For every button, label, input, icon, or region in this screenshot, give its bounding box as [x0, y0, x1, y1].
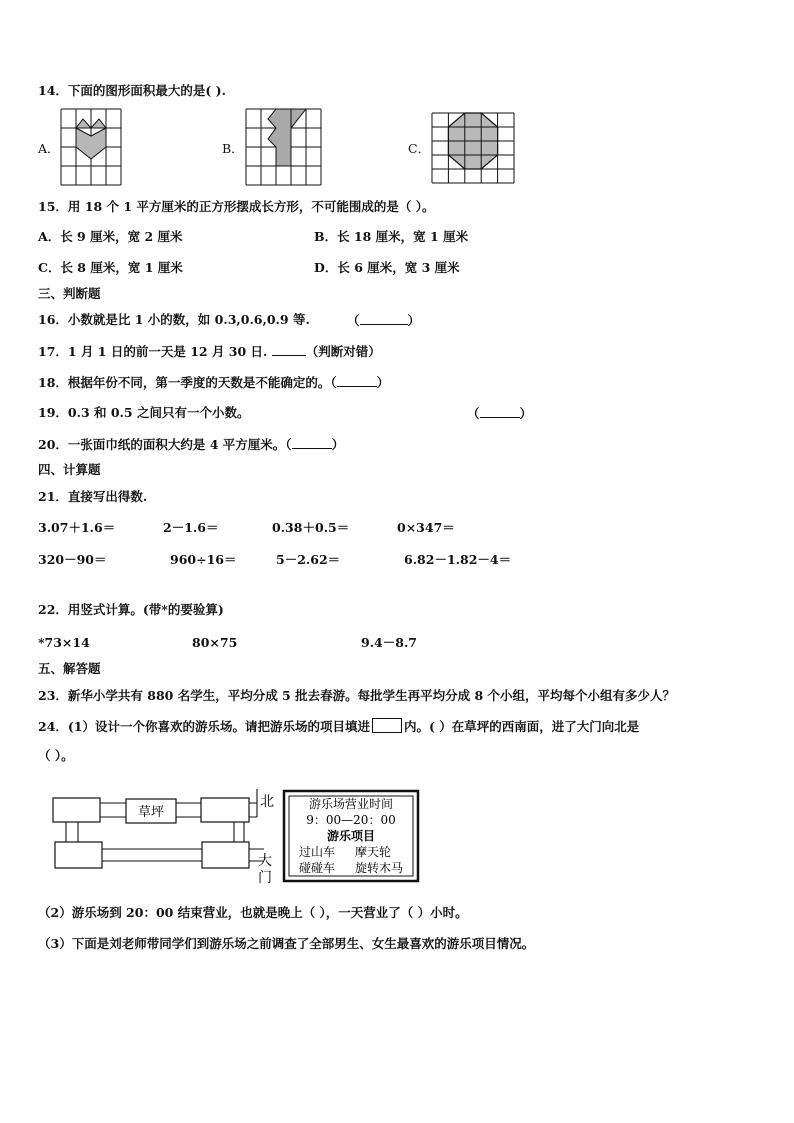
q24-inline-box: [372, 718, 402, 733]
q19-paren-left: （: [467, 406, 480, 421]
q15-option-c: C．长 8 厘米，宽 1 厘米: [38, 260, 183, 275]
q24-line-2: （ ）。: [38, 748, 74, 763]
q21-item: 0.38＋0.5＝: [272, 520, 350, 535]
amusement-park-map: [50, 789, 280, 884]
q15-option-b: B．长 18 厘米，宽 1 厘米: [314, 229, 469, 244]
q21-item: 2－1.6＝: [163, 520, 219, 535]
q16-paren-right: ）: [407, 313, 421, 328]
map-plot-box: [202, 842, 249, 868]
map-plot-box: [53, 798, 100, 822]
q23-text: 23．新华小学共有 880 名学生，平均分成 5 批去春游。每批学生再平均分成 8 个小组，平均每个小组有多少人？: [38, 688, 675, 703]
section-3-heading: 三、判断题: [38, 286, 101, 301]
q22-item: 9.4－8.7: [361, 635, 417, 650]
q24-part-2: （2）游乐场到 20：00 结束营业，也就是晚上（ ），一天营业了（ ）小时。: [38, 905, 468, 920]
sign-item: 摩天轮: [355, 845, 392, 859]
map-lawn-label: 草坪: [137, 805, 165, 820]
map-plot-box: [55, 842, 102, 868]
q17-tail: （判断对错）: [305, 344, 381, 359]
q24-part-3: （3）下面是刘老师带同学们到游乐场之前调查了全部男生、女生最喜欢的游乐项目情况。: [38, 936, 535, 951]
q20-paren-right: ）: [331, 437, 345, 452]
q17-line: [38, 343, 381, 360]
q21-item: 320－90＝: [38, 552, 107, 567]
map-gate-label-2: 门: [258, 870, 272, 886]
q21-item: 6.82－1.82－4＝: [404, 552, 512, 567]
q17-blank[interactable]: [272, 343, 306, 356]
q19-answer: [467, 405, 532, 422]
q18-text: 18．根据年份不同，第一季度的天数是不能确定的。（: [38, 375, 337, 390]
park-hours-sign: [283, 790, 419, 882]
q16-blank[interactable]: [360, 312, 408, 325]
sign-title: 游乐场营业时间: [308, 797, 394, 811]
sign-item: 碰碰车: [299, 861, 336, 875]
q14-figure-c: [432, 113, 514, 183]
q14-option-a-label: A．: [38, 141, 60, 156]
q21-item: 0×347＝: [397, 520, 455, 535]
q22-item: *73×14: [38, 635, 90, 650]
q18-paren-right: ）: [376, 375, 390, 390]
q21-item: 5－2.62＝: [276, 552, 341, 567]
q14-stem: 14．下面的图形面积最大的是( ).: [38, 83, 226, 98]
q22-item: 80×75: [192, 635, 238, 650]
sign-item: 旋转木马: [355, 861, 404, 875]
map-plot-box: [201, 798, 249, 822]
q17-text: 17．1 月 1 日的前一天是 12 月 30 日.: [38, 344, 268, 359]
q18-blank[interactable]: [337, 374, 377, 387]
q16-answer: [347, 312, 420, 329]
q22-stem: 22．用竖式计算。(带*的要验算): [38, 602, 224, 617]
q15-option-a: A．长 9 厘米，宽 2 厘米: [38, 229, 183, 244]
q24-line-1b: 内。( ）在草坪的西南面，进了大门向北是: [404, 719, 640, 734]
sign-hours: 9：00—20：00: [306, 813, 396, 827]
q21-stem: 21．直接写出得数.: [38, 489, 148, 504]
q24-line-1a: 24．(1）设计一个你喜欢的游乐场。请把游乐场的项目填进: [38, 719, 371, 734]
q14-option-b-label: B．: [222, 141, 244, 156]
q24-line-1: [38, 718, 639, 735]
q20-line: [38, 436, 344, 453]
q19-text: 19．0.3 和 0.5 之间只有一个小数。: [38, 405, 250, 420]
q15-option-d: D．长 6 厘米，宽 3 厘米: [314, 260, 460, 275]
q21-item: 960÷16＝: [170, 552, 237, 567]
q18-line: [38, 374, 389, 391]
q20-blank[interactable]: [292, 436, 332, 449]
q20-text: 20．一张面巾纸的面积大约是 4 平方厘米。（: [38, 437, 292, 452]
q16-paren-left: （: [347, 313, 360, 328]
q21-item: 3.07＋1.6＝: [38, 520, 116, 535]
q14-option-c-label: C．: [408, 141, 431, 156]
map-north-label: 北: [260, 794, 274, 810]
sign-item: 过山车: [299, 845, 336, 859]
q15-stem: 15．用 18 个 1 平方厘米的正方形摆成长方形，不可能围成的是（ ）。: [38, 199, 435, 214]
q16-text: 16．小数就是比 1 小的数，如 0.3,0.6,0.9 等.: [38, 312, 310, 327]
section-5-heading: 五、解答题: [38, 661, 101, 676]
q19-paren-right: ）: [519, 406, 533, 421]
map-gate-label-1: 大: [258, 853, 272, 869]
q19-blank[interactable]: [480, 405, 520, 418]
q14-figure-b: [246, 109, 321, 185]
q14-figure-a: [61, 109, 121, 185]
sign-items-title: 游乐项目: [326, 829, 376, 843]
section-4-heading: 四、计算题: [38, 462, 101, 477]
